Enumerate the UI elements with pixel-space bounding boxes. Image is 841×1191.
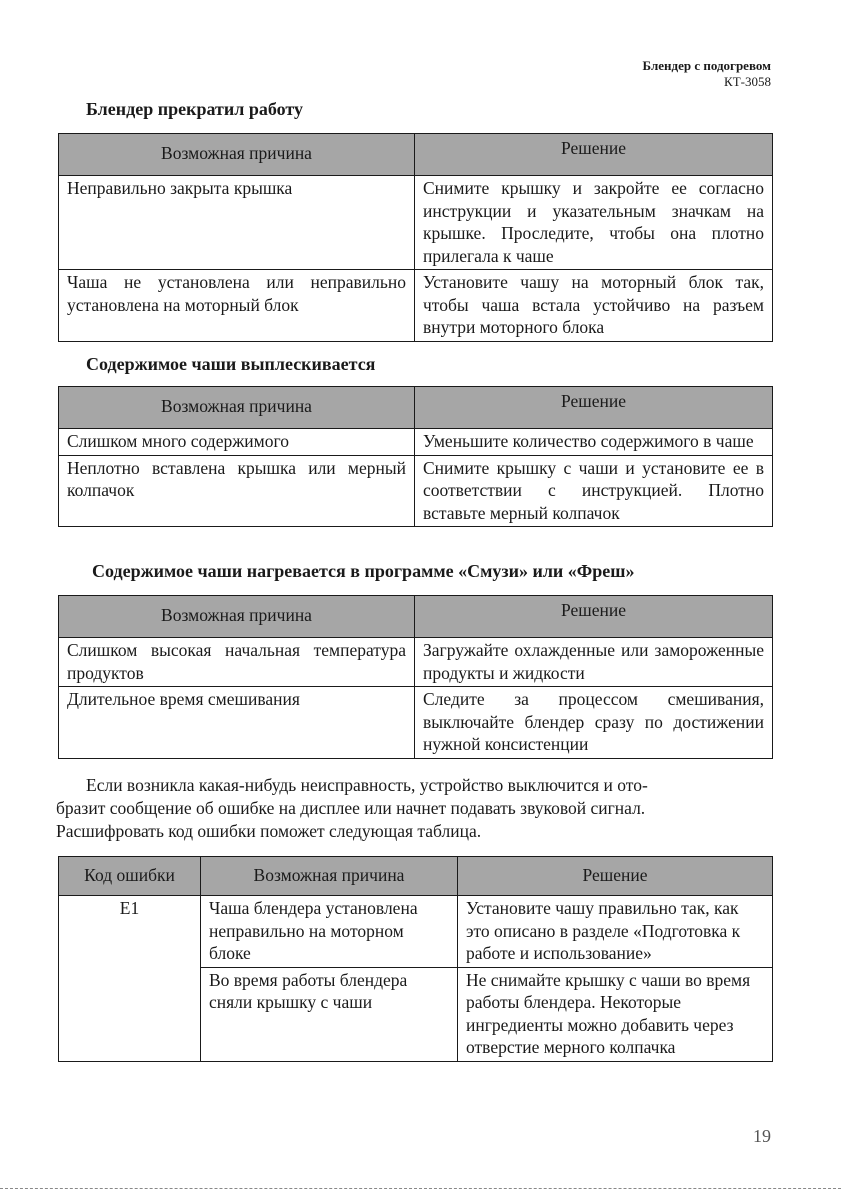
cause-cell: Слишком высокая начальная температура продуктов — [59, 638, 415, 687]
table-row — [59, 270, 773, 342]
cause-cell: Неплотно вставлена крышка или мерный колпачок — [59, 455, 415, 527]
header-cause: Возможная причина — [59, 387, 415, 429]
solution-cell: Снимите крышку и закройте ее согласно инструкции и указательным значкам на крышке. Проследите, чтобы она плотно прилегала к чаше — [415, 176, 773, 270]
solution-cell: Установите чашу на моторный блок так, чтобы чаша встала устойчиво на разъем внутри моторного блока — [415, 270, 773, 342]
table-row — [59, 896, 773, 968]
section-title-heats: Содержимое чаши нагревается в программе «Смузи» или «Фреш» — [92, 561, 635, 581]
solution-cell: Загружайте охлажденные или замороженные продукты и жидкости — [415, 638, 773, 687]
header-cause: Возможная причина — [59, 134, 415, 176]
error-code-cell: E1 — [59, 896, 201, 1062]
header-cause: Возможная причина — [59, 596, 415, 638]
table-row — [59, 638, 773, 687]
error-intro-paragraph — [56, 774, 772, 843]
section-title-spills: Содержимое чаши выплескивается — [86, 354, 376, 374]
header-solution: Решение — [415, 387, 773, 429]
table-row — [59, 687, 773, 759]
header-solution: Решение — [415, 134, 773, 176]
page-number: 19 — [753, 1126, 771, 1146]
header-solution: Решение — [415, 596, 773, 638]
table-header-row — [59, 387, 773, 429]
cause-cell: Чаша блендера установлена неправильно на моторном блоке — [201, 896, 458, 968]
table-row — [59, 176, 773, 270]
cause-cell: Чаша не установлена или неправильно установлена на моторный блок — [59, 270, 415, 342]
table-row — [59, 429, 773, 456]
table-header-row — [59, 134, 773, 176]
cause-cell: Длительное время смешивания — [59, 687, 415, 759]
header-code: Код ошибки — [59, 857, 201, 896]
bottom-divider — [0, 1188, 841, 1189]
solution-cell: Уменьшите количество содержимого в чаше — [415, 429, 773, 456]
product-name: Блендер с подогревом — [642, 58, 771, 73]
solution-cell: Снимите крышку с чаши и установите ее в соответствии с инструкцией. Плотно вставьте мерный колпачок — [415, 455, 773, 527]
table-spills — [58, 386, 773, 527]
table-header-row — [59, 857, 773, 896]
error-code-table — [58, 856, 773, 1062]
paragraph-line: бразит сообщение об ошибке на дисплее или начнет подавать звуковой сигнал. — [56, 798, 646, 818]
table-heats — [58, 595, 773, 759]
model-number: КТ-3058 — [724, 74, 771, 89]
table-stopped — [58, 133, 773, 342]
solution-cell: Не снимайте крышку с чаши во время работы блендера. Некоторые ингредиенты можно добавить через отверстие мерного колпачка — [458, 967, 773, 1061]
cause-cell: Во время работы блендера сняли крышку с чаши — [201, 967, 458, 1061]
page-header — [643, 58, 771, 90]
solution-cell: Установите чашу правильно так, как это описано в разделе «Подготовка к работе и использование» — [458, 896, 773, 968]
solution-cell: Следите за процессом смешивания, выключайте блендер сразу по достижении нужной консистенции — [415, 687, 773, 759]
header-cause: Возможная причина — [201, 857, 458, 896]
table-header-row — [59, 596, 773, 638]
cause-cell: Слишком много содержимого — [59, 429, 415, 456]
header-solution: Решение — [458, 857, 773, 896]
table-row — [59, 455, 773, 527]
paragraph-line: Если возникла какая-нибудь неисправность, устройство выключится и ото- — [86, 775, 648, 795]
section-title-stopped: Блендер прекратил работу — [86, 99, 303, 119]
cause-cell: Неправильно закрыта крышка — [59, 176, 415, 270]
paragraph-line: Расшифровать код ошибки поможет следующая таблица. — [56, 821, 482, 841]
